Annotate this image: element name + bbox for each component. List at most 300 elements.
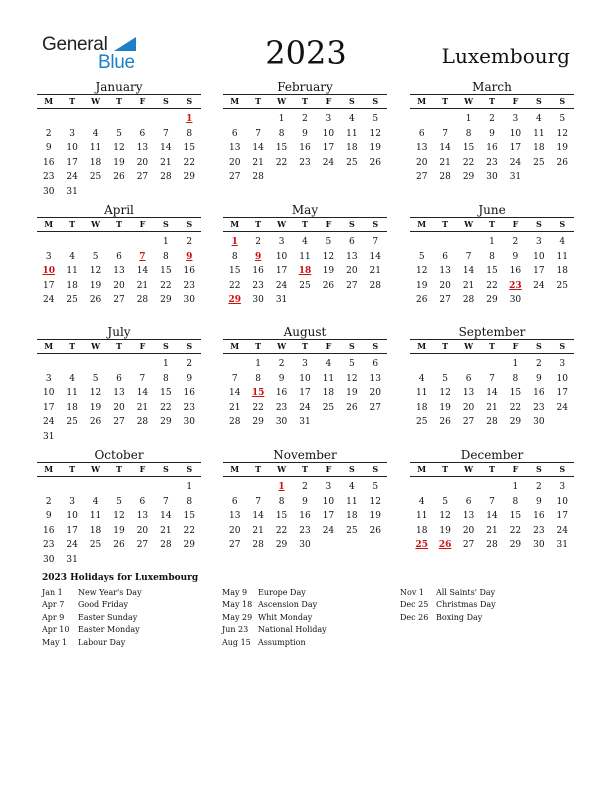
day-cell: 10 xyxy=(66,511,78,522)
day-cell: 16 xyxy=(183,266,195,277)
empty-day-cell xyxy=(480,480,503,495)
weekday-label: W xyxy=(277,464,287,474)
day-cell: 18 xyxy=(556,266,568,277)
day-cell: 6 xyxy=(465,496,472,507)
day-cell: 10 xyxy=(556,496,568,507)
empty-day-cell xyxy=(131,357,154,372)
weekday-label: S xyxy=(162,341,169,351)
weekday-label: S xyxy=(186,219,193,229)
weekday-label: T xyxy=(255,341,262,351)
day-cell: 21 xyxy=(160,525,172,536)
day-cell: 26 xyxy=(113,540,125,551)
day-cell: 3 xyxy=(69,128,75,139)
day-cell: 29 xyxy=(160,295,172,306)
day-cell: 21 xyxy=(160,157,172,168)
weekday-label: S xyxy=(348,219,355,229)
weekday-label: T xyxy=(116,464,122,474)
day-cell: 14 xyxy=(136,388,149,399)
day-cell: 7 xyxy=(255,128,261,139)
day-cell: 21 xyxy=(462,280,475,291)
holiday-date: May 18 xyxy=(222,600,253,610)
day-cell: 13 xyxy=(415,143,428,154)
empty-day-cell xyxy=(37,235,60,250)
weekday-label: S xyxy=(186,464,193,474)
holiday-day-cell: 10 xyxy=(42,266,55,277)
month-title: July xyxy=(107,325,131,339)
day-cell: 26 xyxy=(346,402,358,413)
day-cell: 12 xyxy=(439,388,451,399)
day-cell: 20 xyxy=(136,157,149,168)
day-cell: 22 xyxy=(183,525,195,536)
day-cell: 14 xyxy=(252,511,264,522)
day-cell: 27 xyxy=(369,402,381,413)
month-october xyxy=(37,448,201,568)
day-cell: 2 xyxy=(302,114,308,124)
day-cell: 8 xyxy=(162,251,169,262)
day-cell: 20 xyxy=(462,525,475,536)
day-cell: 18 xyxy=(66,280,78,291)
day-cell: 27 xyxy=(113,295,125,306)
weekday-label: S xyxy=(559,341,566,351)
weekday-label: M xyxy=(230,464,240,474)
holiday-day-cell: 1 xyxy=(186,114,193,124)
empty-day-cell xyxy=(60,235,83,250)
day-cell: 4 xyxy=(69,373,75,384)
weekday-label: F xyxy=(139,341,146,351)
day-cell: 11 xyxy=(346,496,358,507)
day-cell: 24 xyxy=(533,280,545,291)
weekday-label: W xyxy=(277,341,287,351)
weekday-label: S xyxy=(535,341,542,351)
month-title: February xyxy=(277,80,333,94)
day-cell: 9 xyxy=(512,251,519,262)
weekday-label: M xyxy=(417,96,427,106)
weekday-label: S xyxy=(348,464,355,474)
day-cell: 17 xyxy=(556,388,568,399)
day-cell: 18 xyxy=(346,143,358,154)
holiday-date: Dec 25 xyxy=(400,600,429,610)
day-cell: 24 xyxy=(509,157,522,168)
empty-day-cell xyxy=(84,480,107,495)
empty-day-cell xyxy=(246,112,269,127)
day-cell: 9 xyxy=(535,373,542,384)
empty-day-cell xyxy=(131,235,154,250)
weekday-label: S xyxy=(372,219,379,229)
day-cell: 29 xyxy=(183,540,195,551)
weekday-header xyxy=(37,217,201,232)
day-cell: 31 xyxy=(66,186,78,197)
day-cell: 10 xyxy=(322,128,335,139)
day-cell: 11 xyxy=(66,266,78,277)
day-cell: 8 xyxy=(255,373,261,384)
holiday-row xyxy=(222,587,327,599)
day-cell: 28 xyxy=(136,295,149,306)
holiday-name: National Holiday xyxy=(258,625,327,635)
calendar-year: 2023 xyxy=(265,34,347,72)
month-december xyxy=(410,448,574,553)
day-cell: 26 xyxy=(369,157,381,168)
weekday-label: F xyxy=(325,464,332,474)
day-cell: 18 xyxy=(533,143,545,154)
day-cell: 23 xyxy=(299,157,311,168)
weekday-label: F xyxy=(512,341,519,351)
holidays-title: 2023 Holidays for Luxembourg xyxy=(42,573,199,583)
day-cell: 23 xyxy=(42,540,55,551)
day-cell: 10 xyxy=(275,251,288,262)
day-cell: 22 xyxy=(183,157,195,168)
day-cell: 3 xyxy=(325,482,332,492)
day-cell: 7 xyxy=(162,128,169,139)
day-cell: 19 xyxy=(439,402,451,413)
holiday-row xyxy=(42,587,142,599)
weekday-label: T xyxy=(255,464,262,474)
weekday-label: W xyxy=(464,464,474,474)
month-title: June xyxy=(478,203,506,217)
empty-day-cell xyxy=(223,480,246,495)
day-grid xyxy=(37,112,201,200)
day-cell: 22 xyxy=(509,525,522,536)
weekday-label: S xyxy=(372,96,379,106)
day-cell: 27 xyxy=(228,540,241,551)
day-cell: 18 xyxy=(322,388,335,399)
holiday-row xyxy=(42,612,142,624)
holiday-name: Easter Sunday xyxy=(78,612,138,622)
day-cell: 16 xyxy=(533,511,545,522)
day-cell: 19 xyxy=(89,402,102,413)
day-cell: 8 xyxy=(231,251,238,262)
day-grid xyxy=(223,235,387,308)
day-cell: 21 xyxy=(486,525,498,536)
day-cell: 2 xyxy=(535,359,542,369)
month-may xyxy=(223,203,387,308)
empty-day-cell xyxy=(84,235,107,250)
day-cell: 29 xyxy=(252,417,264,428)
day-cell: 2 xyxy=(512,237,519,247)
holiday-row xyxy=(222,624,327,636)
month-title: August xyxy=(283,325,327,339)
day-cell: 25 xyxy=(89,172,102,183)
empty-day-cell xyxy=(480,357,503,372)
day-cell: 2 xyxy=(302,482,308,492)
day-cell: 21 xyxy=(252,525,264,536)
day-cell: 6 xyxy=(139,496,146,507)
empty-day-cell xyxy=(131,480,154,495)
day-cell: 23 xyxy=(533,402,545,413)
day-cell: 12 xyxy=(89,266,102,277)
holiday-row xyxy=(42,599,142,611)
day-cell: 7 xyxy=(465,251,472,262)
holiday-date: Apr 10 xyxy=(42,625,70,635)
day-cell: 30 xyxy=(509,295,522,306)
holiday-row xyxy=(222,599,327,611)
day-grid xyxy=(410,235,574,308)
day-cell: 8 xyxy=(512,373,519,384)
day-cell: 16 xyxy=(42,157,55,168)
holiday-day-cell: 29 xyxy=(228,295,241,306)
day-cell: 16 xyxy=(533,388,545,399)
day-cell: 5 xyxy=(442,373,448,384)
day-cell: 10 xyxy=(509,128,522,139)
empty-day-cell xyxy=(433,112,456,127)
day-cell: 11 xyxy=(299,251,311,262)
weekday-label: S xyxy=(348,341,355,351)
month-title: December xyxy=(460,448,524,462)
day-cell: 18 xyxy=(415,525,428,536)
day-cell: 6 xyxy=(418,128,425,139)
day-cell: 17 xyxy=(533,266,545,277)
day-cell: 30 xyxy=(533,540,545,551)
holiday-column xyxy=(42,587,142,649)
day-cell: 3 xyxy=(69,496,75,507)
day-cell: 15 xyxy=(462,143,475,154)
day-cell: 3 xyxy=(278,237,285,247)
day-cell: 17 xyxy=(66,157,78,168)
day-cell: 1 xyxy=(512,482,519,492)
empty-day-cell xyxy=(37,357,60,372)
day-cell: 10 xyxy=(533,251,545,262)
holiday-date: Nov 1 xyxy=(400,588,424,597)
day-cell: 7 xyxy=(162,496,169,507)
logo-blue-text: Blue xyxy=(98,52,135,73)
weekday-label: T xyxy=(489,341,495,351)
day-cell: 21 xyxy=(369,266,381,277)
weekday-label: T xyxy=(69,219,76,229)
holiday-row xyxy=(222,612,327,624)
weekday-label: F xyxy=(139,464,146,474)
day-cell: 15 xyxy=(275,511,288,522)
holiday-day-cell: 18 xyxy=(298,266,312,277)
day-cell: 25 xyxy=(346,525,358,536)
day-cell: 5 xyxy=(116,496,122,507)
day-cell: 9 xyxy=(45,511,52,522)
weekday-label: S xyxy=(559,96,566,106)
day-cell: 5 xyxy=(372,482,379,492)
day-cell: 8 xyxy=(278,496,285,507)
day-cell: 6 xyxy=(116,251,122,262)
day-cell: 31 xyxy=(275,295,288,306)
day-cell: 6 xyxy=(231,128,238,139)
day-cell: 12 xyxy=(415,266,428,277)
day-cell: 4 xyxy=(418,496,425,507)
day-cell: 19 xyxy=(439,525,451,536)
holiday-row xyxy=(400,612,496,624)
empty-day-cell xyxy=(60,357,83,372)
day-cell: 5 xyxy=(442,496,448,507)
day-cell: 29 xyxy=(509,417,522,428)
day-cell: 30 xyxy=(486,172,498,183)
empty-day-cell xyxy=(457,480,480,495)
day-cell: 28 xyxy=(486,540,498,551)
weekday-label: T xyxy=(116,341,122,351)
weekday-header xyxy=(37,462,201,477)
weekday-header xyxy=(410,94,574,109)
day-cell: 31 xyxy=(42,431,55,442)
day-cell: 13 xyxy=(228,143,241,154)
weekday-label: T xyxy=(442,96,449,106)
month-title: September xyxy=(458,325,526,339)
weekday-label: T xyxy=(442,219,449,229)
day-cell: 13 xyxy=(136,511,149,522)
day-cell: 22 xyxy=(228,280,241,291)
day-cell: 17 xyxy=(509,143,522,154)
weekday-label: S xyxy=(186,96,193,106)
day-cell: 11 xyxy=(533,128,545,139)
day-cell: 16 xyxy=(275,388,288,399)
day-cell: 31 xyxy=(556,540,568,551)
day-cell: 24 xyxy=(66,172,78,183)
day-cell: 23 xyxy=(42,172,55,183)
day-cell: 4 xyxy=(348,114,355,124)
empty-day-cell xyxy=(223,357,246,372)
day-cell: 9 xyxy=(45,143,52,154)
day-cell: 14 xyxy=(439,143,451,154)
day-cell: 26 xyxy=(322,280,335,291)
month-march xyxy=(410,80,574,185)
day-cell: 1 xyxy=(186,482,193,492)
day-cell: 11 xyxy=(89,511,102,522)
holiday-name: Whit Monday xyxy=(258,612,313,622)
day-cell: 26 xyxy=(89,295,102,306)
day-cell: 3 xyxy=(45,373,52,384)
day-cell: 9 xyxy=(302,128,308,139)
holiday-date: May 1 xyxy=(42,637,68,647)
day-cell: 23 xyxy=(183,280,195,291)
day-cell: 23 xyxy=(275,402,288,413)
weekday-label: W xyxy=(464,219,474,229)
weekday-label: T xyxy=(116,219,122,229)
holiday-row xyxy=(222,637,327,649)
holiday-date: Jun 23 xyxy=(222,625,249,635)
holiday-date: May 9 xyxy=(222,588,248,597)
day-cell: 8 xyxy=(186,128,193,139)
day-cell: 25 xyxy=(89,540,102,551)
day-cell: 1 xyxy=(489,237,495,247)
day-cell: 4 xyxy=(302,237,308,247)
day-cell: 24 xyxy=(556,402,568,413)
day-cell: 20 xyxy=(228,525,241,536)
day-cell: 26 xyxy=(415,295,428,306)
day-cell: 12 xyxy=(556,128,568,139)
day-cell: 23 xyxy=(299,525,311,536)
day-cell: 14 xyxy=(486,388,498,399)
day-cell: 1 xyxy=(465,114,472,124)
empty-day-cell xyxy=(84,357,107,372)
day-cell: 20 xyxy=(113,280,125,291)
day-cell: 8 xyxy=(512,496,519,507)
month-april xyxy=(37,203,201,308)
day-cell: 2 xyxy=(186,359,193,369)
holiday-row xyxy=(42,624,142,636)
month-january xyxy=(37,80,201,200)
holiday-row xyxy=(400,599,496,611)
day-cell: 27 xyxy=(228,172,241,183)
holiday-column xyxy=(400,587,496,624)
holiday-date: Dec 26 xyxy=(400,612,429,622)
day-cell: 8 xyxy=(489,251,495,262)
weekday-label: M xyxy=(230,219,240,229)
weekday-label: T xyxy=(302,341,308,351)
holiday-name: Boxing Day xyxy=(436,612,483,622)
empty-day-cell xyxy=(410,480,433,495)
weekday-label: M xyxy=(417,464,427,474)
day-grid xyxy=(37,235,201,308)
day-cell: 7 xyxy=(372,237,379,247)
weekday-label: M xyxy=(417,341,427,351)
day-cell: 19 xyxy=(113,157,125,168)
weekday-label: W xyxy=(91,96,101,106)
day-cell: 14 xyxy=(462,266,475,277)
day-cell: 25 xyxy=(322,402,335,413)
day-cell: 22 xyxy=(160,402,172,413)
day-cell: 15 xyxy=(228,266,241,277)
day-cell: 28 xyxy=(252,172,264,183)
day-grid xyxy=(223,357,387,430)
day-cell: 19 xyxy=(556,143,568,154)
day-cell: 9 xyxy=(278,373,285,384)
day-cell: 24 xyxy=(299,402,311,413)
day-cell: 17 xyxy=(275,266,288,277)
day-cell: 18 xyxy=(89,157,102,168)
day-cell: 4 xyxy=(69,251,75,262)
weekday-label: M xyxy=(44,341,54,351)
day-cell: 24 xyxy=(322,525,335,536)
weekday-label: T xyxy=(255,96,262,106)
holiday-name: Europe Day xyxy=(258,588,306,597)
empty-day-cell xyxy=(154,112,177,127)
empty-day-cell xyxy=(131,112,154,127)
day-cell: 2 xyxy=(45,128,52,139)
holiday-name: Easter Monday xyxy=(78,625,140,635)
day-cell: 29 xyxy=(275,540,288,551)
day-cell: 22 xyxy=(486,280,498,291)
day-cell: 6 xyxy=(442,251,448,262)
day-cell: 31 xyxy=(509,172,522,183)
day-cell: 28 xyxy=(369,280,381,291)
day-cell: 14 xyxy=(486,511,498,522)
day-cell: 14 xyxy=(136,266,149,277)
day-cell: 6 xyxy=(139,128,146,139)
weekday-label: T xyxy=(69,341,76,351)
weekday-header xyxy=(223,462,387,477)
month-title: January xyxy=(95,80,143,94)
day-cell: 12 xyxy=(369,128,381,139)
day-cell: 26 xyxy=(113,172,125,183)
empty-day-cell xyxy=(457,357,480,372)
page-header xyxy=(0,0,612,78)
day-grid xyxy=(223,112,387,185)
day-grid xyxy=(37,480,201,568)
month-november xyxy=(223,448,387,553)
day-cell: 27 xyxy=(136,172,149,183)
holiday-name: All Saints' Day xyxy=(436,588,496,597)
day-cell: 28 xyxy=(252,540,264,551)
day-cell: 16 xyxy=(509,266,522,277)
day-cell: 24 xyxy=(322,157,335,168)
country-name: Luxembourg xyxy=(441,44,570,68)
weekday-label: T xyxy=(302,96,308,106)
empty-day-cell xyxy=(107,357,130,372)
day-cell: 23 xyxy=(252,280,264,291)
holiday-column xyxy=(222,587,327,649)
weekday-label: F xyxy=(139,219,146,229)
month-title: March xyxy=(472,80,512,94)
weekday-header xyxy=(410,339,574,354)
day-cell: 25 xyxy=(533,157,545,168)
day-cell: 6 xyxy=(372,359,379,369)
day-cell: 24 xyxy=(42,295,55,306)
day-cell: 3 xyxy=(535,237,542,247)
day-cell: 3 xyxy=(45,251,52,262)
